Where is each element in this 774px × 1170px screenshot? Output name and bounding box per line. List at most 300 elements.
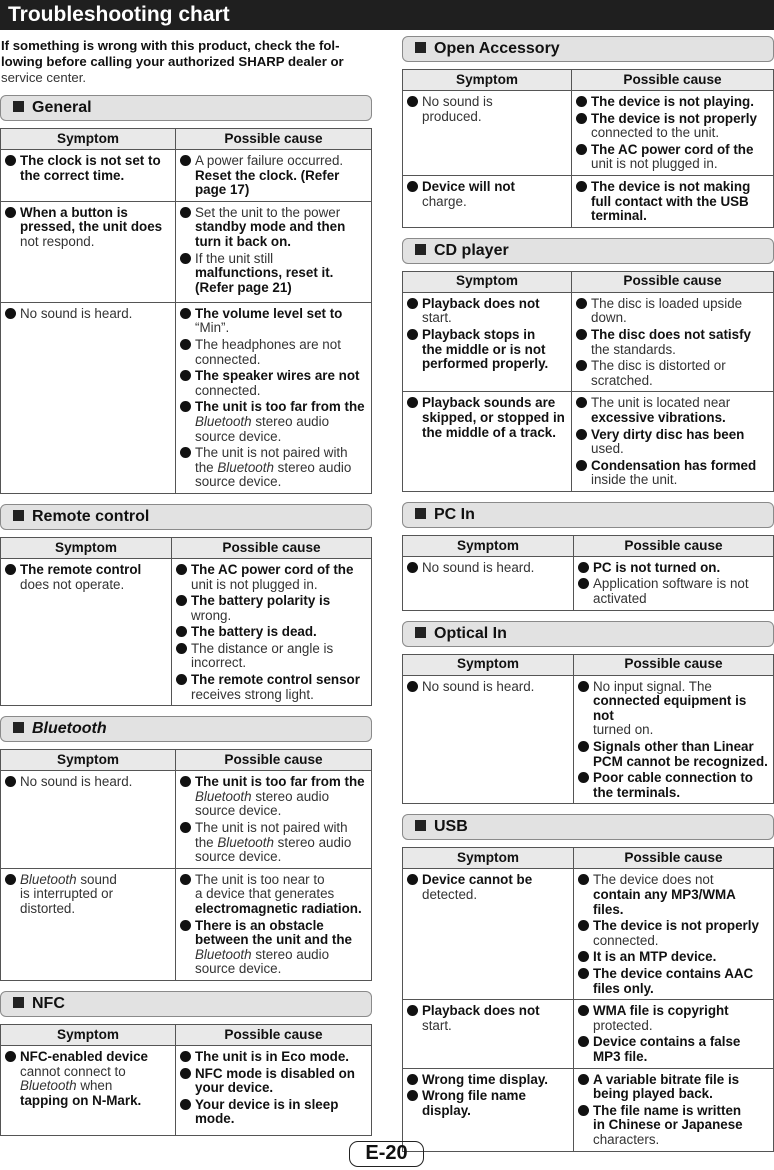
bullet-icon	[578, 1074, 589, 1085]
text-line	[195, 790, 367, 805]
bullet-icon	[576, 397, 587, 408]
text-line	[195, 252, 367, 267]
text-run: malfunctions, reset it.	[195, 265, 334, 281]
text-line	[20, 887, 171, 902]
table-row	[1, 771, 372, 869]
bullet-icon	[407, 329, 418, 340]
cause-item	[180, 1098, 367, 1127]
table-header-row	[403, 848, 774, 869]
text-line	[195, 235, 367, 250]
symptom-item	[407, 1089, 569, 1118]
bullet-icon	[180, 1068, 191, 1079]
bullet-icon	[578, 968, 589, 979]
text-run: the standards.	[591, 341, 676, 357]
section-header	[402, 36, 774, 62]
troubleshooting-table	[402, 535, 774, 611]
section-header	[0, 504, 372, 530]
text-run: The volume level set to	[195, 305, 343, 321]
text-line	[591, 328, 769, 343]
section-header	[402, 621, 774, 647]
text-run: not respond.	[20, 233, 95, 249]
cause-item	[578, 771, 769, 800]
bullet-icon	[407, 1005, 418, 1016]
symptom-item	[5, 206, 171, 250]
text-line	[593, 950, 769, 965]
symptom-header: Symptom	[403, 654, 574, 675]
cause-item	[576, 143, 769, 172]
text-run: Device cannot be	[422, 872, 533, 888]
bullet-icon	[407, 96, 418, 107]
text-run: distorted.	[20, 901, 76, 916]
section-title: Optical In	[434, 624, 507, 642]
text-run: PC is not turned on.	[593, 559, 721, 575]
troubleshooting-table	[0, 128, 372, 494]
bullet-icon	[576, 360, 587, 371]
text-run: (Refer page 21)	[195, 279, 292, 295]
intro-text	[1, 38, 372, 86]
text-run: “Min”.	[195, 320, 230, 336]
text-run: the middle or is not	[422, 341, 546, 357]
intro-line	[1, 54, 372, 70]
text-line	[422, 1019, 569, 1034]
text-line	[591, 459, 769, 474]
text-line	[20, 220, 171, 235]
bullet-icon	[576, 429, 587, 440]
text-line	[195, 400, 367, 415]
symptom-cell	[1, 201, 176, 302]
text-run: The unit is too far from the	[195, 774, 365, 790]
cause-item	[180, 338, 367, 367]
square-bullet-icon	[415, 820, 426, 831]
text-line	[195, 281, 367, 296]
bullet-icon	[578, 1105, 589, 1116]
cause-item	[576, 180, 769, 224]
text-line	[593, 1035, 769, 1050]
cause-item	[180, 400, 367, 444]
page-number: E-20	[349, 1141, 424, 1167]
cause-header: Possible cause	[574, 848, 774, 869]
text-run: files.	[593, 901, 624, 917]
left-column	[0, 36, 372, 1136]
cause-item	[180, 206, 367, 250]
text-run: source device.	[195, 428, 282, 444]
text-line	[593, 561, 769, 576]
text-run: is interrupted or	[20, 886, 114, 902]
text-line	[593, 1104, 769, 1119]
symptom-header: Symptom	[403, 70, 572, 91]
cause-cell	[574, 556, 774, 610]
text-line	[195, 169, 367, 184]
troubleshooting-table	[0, 1024, 372, 1136]
bullet-icon	[180, 874, 191, 885]
symptom-item	[5, 563, 167, 592]
square-bullet-icon	[415, 627, 426, 638]
symptom-cell	[403, 392, 572, 492]
text-line	[195, 353, 367, 368]
section-title: Bluetooth	[32, 720, 107, 738]
text-run: in Chinese or Japanese	[593, 1117, 743, 1133]
text-run: The unit is not paired with	[195, 445, 348, 461]
text-run: connected.	[195, 382, 261, 398]
text-run: produced.	[422, 108, 482, 124]
text-run: stereo audio	[251, 413, 330, 429]
bullet-icon	[180, 447, 191, 458]
text-line	[591, 359, 769, 374]
table-header-row	[1, 537, 372, 558]
text-run: Bluetooth	[217, 459, 274, 475]
text-line	[422, 680, 569, 695]
cause-header: Possible cause	[574, 535, 774, 556]
bullet-icon	[5, 155, 16, 166]
table-row	[403, 869, 774, 1000]
text-run: The device does not	[593, 872, 714, 888]
text-run: tapping on N-Mark.	[20, 1092, 142, 1108]
text-line	[195, 1050, 367, 1065]
bullet-icon	[576, 329, 587, 340]
text-run: being played back.	[593, 1086, 713, 1102]
bullet-icon	[578, 578, 589, 589]
text-line	[195, 1067, 367, 1082]
text-run: The battery polarity is	[191, 593, 331, 609]
text-run: If the unit still	[195, 250, 274, 266]
text-run: page 17)	[195, 182, 250, 198]
text-run: between the unit and the	[195, 932, 352, 948]
bullet-icon	[578, 951, 589, 962]
text-line	[591, 343, 769, 358]
text-run: pressed, the unit does	[20, 219, 163, 235]
text-line	[195, 475, 367, 490]
text-run: No input signal. The	[593, 678, 712, 694]
text-line	[593, 982, 769, 997]
bullet-icon	[578, 772, 589, 783]
bullet-icon	[407, 562, 418, 573]
text-run: The speaker wires are not	[195, 368, 360, 384]
cause-cell	[176, 201, 372, 302]
symptom-header: Symptom	[1, 1024, 176, 1045]
symptom-cell	[1, 558, 172, 705]
text-run: No sound is heard.	[20, 305, 133, 321]
text-run: WMA file is copyright	[593, 1003, 729, 1019]
text-line	[191, 563, 367, 578]
cause-item	[180, 369, 367, 398]
text-run: activated	[593, 591, 647, 607]
section-header	[0, 716, 372, 742]
text-run: start.	[422, 310, 452, 326]
text-run: Wrong file name	[422, 1088, 526, 1104]
bullet-icon	[180, 155, 191, 166]
table-row	[1, 558, 372, 705]
text-run: the	[195, 834, 218, 850]
intro-line	[1, 70, 372, 86]
text-line	[422, 343, 567, 358]
table-row	[1, 868, 372, 980]
troubleshooting-table	[402, 654, 774, 805]
text-run: the middle of a track.	[422, 424, 556, 440]
text-line	[20, 1094, 171, 1109]
troubleshooting-table	[402, 69, 774, 228]
bullet-icon	[576, 113, 587, 124]
cause-item	[578, 1035, 769, 1064]
text-run: inside the unit.	[591, 472, 678, 488]
text-run: a device that generates	[195, 886, 335, 902]
text-run: Device contains a false	[593, 1034, 741, 1050]
cause-item	[578, 680, 769, 738]
bullet-icon	[180, 1051, 191, 1062]
symptom-cell	[403, 91, 572, 176]
bullet-icon	[5, 564, 16, 575]
text-line	[20, 154, 171, 169]
bullet-icon	[578, 874, 589, 885]
text-run: Device will not	[422, 178, 516, 194]
text-line	[422, 1104, 569, 1119]
text-run: the	[195, 459, 218, 475]
text-run: the correct time.	[20, 167, 125, 183]
text-line	[593, 919, 769, 934]
cause-cell	[574, 675, 774, 804]
cause-cell	[572, 292, 774, 392]
text-line	[422, 1073, 569, 1088]
symptom-cell	[403, 175, 572, 227]
table-row	[1, 302, 372, 493]
cause-header: Possible cause	[176, 1024, 372, 1045]
text-line	[593, 903, 769, 918]
table-row	[403, 175, 774, 227]
text-line	[195, 1098, 367, 1113]
text-line	[20, 578, 167, 593]
cause-cell	[574, 869, 774, 1000]
text-run: When a button is	[20, 204, 128, 220]
cause-header: Possible cause	[572, 70, 774, 91]
text-run: Your device is in sleep	[195, 1096, 339, 1112]
cause-item	[578, 1073, 769, 1102]
text-line	[20, 307, 171, 322]
text-run: stereo audio	[251, 788, 330, 804]
cause-cell	[574, 1000, 774, 1068]
cause-item	[576, 428, 769, 457]
text-run: stereo audio	[273, 834, 352, 850]
text-line	[422, 328, 567, 343]
cause-cell	[574, 1068, 774, 1151]
text-line	[195, 338, 367, 353]
cause-item	[176, 563, 367, 592]
text-line	[20, 563, 167, 578]
cause-item	[576, 328, 769, 357]
text-line	[422, 180, 567, 195]
text-line	[20, 1065, 171, 1080]
symptom-item	[5, 154, 171, 183]
bullet-icon	[576, 298, 587, 309]
text-line	[191, 625, 367, 640]
cause-item	[576, 359, 769, 388]
troubleshooting-table	[0, 749, 372, 981]
text-line	[195, 887, 367, 902]
text-run: lowing before calling your authorized SHARP dealer or	[1, 54, 344, 69]
text-line	[593, 1133, 769, 1148]
square-bullet-icon	[13, 510, 24, 521]
text-run: The disc is distorted or	[591, 358, 726, 374]
bullet-icon	[176, 643, 187, 654]
text-line	[20, 169, 171, 184]
text-line	[591, 126, 769, 141]
cause-item	[180, 775, 367, 819]
text-line	[591, 374, 769, 389]
bullet-icon	[576, 96, 587, 107]
text-run: scratched.	[591, 372, 653, 388]
text-line	[191, 673, 367, 688]
bullet-icon	[576, 144, 587, 155]
symptom-item	[407, 680, 569, 695]
square-bullet-icon	[13, 997, 24, 1008]
text-line	[195, 873, 367, 888]
text-line	[195, 266, 367, 281]
cause-cell	[176, 302, 372, 493]
bullet-icon	[180, 308, 191, 319]
symptom-item	[407, 396, 567, 440]
text-line	[591, 180, 769, 195]
bullet-icon	[576, 460, 587, 471]
text-run: The disc does not satisfy	[591, 326, 751, 342]
cause-item	[180, 307, 367, 336]
text-line	[422, 95, 567, 110]
text-line	[191, 594, 367, 609]
cause-item	[180, 919, 367, 977]
text-line	[195, 775, 367, 790]
text-run: stereo audio	[251, 946, 330, 962]
cause-item	[576, 297, 769, 326]
text-run: A variable bitrate file is	[593, 1071, 740, 1087]
text-line	[591, 112, 769, 127]
text-line	[195, 850, 367, 865]
text-line	[422, 311, 567, 326]
text-run: The disc is loaded upside	[591, 295, 743, 311]
text-line	[195, 1081, 367, 1096]
symptom-item	[407, 297, 567, 326]
text-line	[422, 110, 567, 125]
text-line	[422, 873, 569, 888]
section-general	[0, 95, 372, 494]
cause-item	[176, 594, 367, 623]
cause-item	[176, 642, 367, 671]
cause-item	[180, 154, 367, 198]
symptom-cell	[403, 1000, 574, 1068]
bullet-icon	[180, 207, 191, 218]
text-run: Application software is not	[593, 576, 749, 592]
text-line	[191, 688, 367, 703]
text-line	[593, 1087, 769, 1102]
text-line	[591, 195, 769, 210]
text-line	[591, 311, 769, 326]
bullet-icon	[180, 339, 191, 350]
text-run: The AC power cord of the	[591, 141, 754, 157]
symptom-item	[407, 95, 567, 124]
bullet-icon	[180, 401, 191, 412]
text-line	[20, 1079, 171, 1094]
text-run: stereo audio	[273, 459, 352, 475]
cause-cell	[172, 558, 372, 705]
cause-item	[578, 1004, 769, 1033]
text-run: excessive vibrations.	[591, 409, 726, 425]
section-pcin	[402, 502, 774, 611]
bullet-icon	[180, 1099, 191, 1110]
cause-item	[578, 1104, 769, 1148]
text-run: sound	[76, 871, 117, 887]
cause-cell	[176, 1045, 372, 1135]
bullet-icon	[180, 776, 191, 787]
cause-item	[180, 1050, 367, 1065]
bullet-icon	[180, 920, 191, 931]
table-header-row	[403, 70, 774, 91]
cause-cell	[176, 868, 372, 980]
text-line	[422, 561, 569, 576]
table-row	[1, 1045, 372, 1135]
cause-item	[180, 873, 367, 917]
text-run: terminal.	[591, 208, 647, 224]
text-run: protected.	[593, 1017, 653, 1033]
section-title: USB	[434, 818, 468, 836]
text-line	[195, 948, 367, 963]
text-line	[422, 411, 567, 426]
text-run: The device is not properly	[593, 918, 759, 934]
bullet-icon	[5, 1051, 16, 1062]
text-run: Playback sounds are	[422, 395, 556, 411]
symptom-item	[407, 328, 567, 372]
symptom-header: Symptom	[403, 271, 572, 292]
text-line	[195, 430, 367, 445]
symptom-cell	[403, 1068, 574, 1151]
section-bluetooth	[0, 716, 372, 981]
text-line	[593, 873, 769, 888]
right-sections	[402, 36, 774, 1152]
text-line	[593, 771, 769, 786]
table-row	[403, 91, 774, 176]
bullet-icon	[578, 920, 589, 931]
text-run: connected.	[593, 932, 659, 948]
text-run: The unit is too far from the	[195, 399, 365, 415]
cause-item	[176, 673, 367, 702]
cause-header: Possible cause	[176, 129, 372, 150]
text-run: MP3 file.	[593, 1048, 648, 1064]
cause-item	[578, 967, 769, 996]
symptom-cell	[403, 869, 574, 1000]
section-header	[402, 814, 774, 840]
symptom-item	[407, 1073, 569, 1088]
symptom-header: Symptom	[403, 535, 574, 556]
text-run: electromagnetic radiation.	[195, 901, 362, 916]
symptom-cell	[1, 771, 176, 869]
text-run: Set the unit to the power	[195, 204, 341, 220]
text-run: The remote control	[20, 561, 142, 577]
cause-item	[578, 577, 769, 606]
symptom-header: Symptom	[1, 129, 176, 150]
symptom-item	[407, 1004, 569, 1033]
section-title: PC In	[434, 505, 475, 523]
text-run: detected.	[422, 887, 478, 902]
cause-header: Possible cause	[572, 271, 774, 292]
text-run: The file name is written	[593, 1102, 742, 1118]
text-line	[591, 209, 769, 224]
text-run: down.	[591, 310, 627, 326]
bullet-icon	[180, 370, 191, 381]
text-line	[195, 1112, 367, 1127]
text-run: unit is not plugged in.	[591, 156, 718, 172]
text-run: turn it back on.	[195, 233, 291, 249]
text-run: unit is not plugged in.	[191, 576, 318, 592]
text-line	[593, 577, 769, 592]
section-title: NFC	[32, 994, 65, 1012]
section-optical	[402, 621, 774, 805]
cause-cell	[572, 175, 774, 227]
symptom-item	[5, 1050, 171, 1108]
